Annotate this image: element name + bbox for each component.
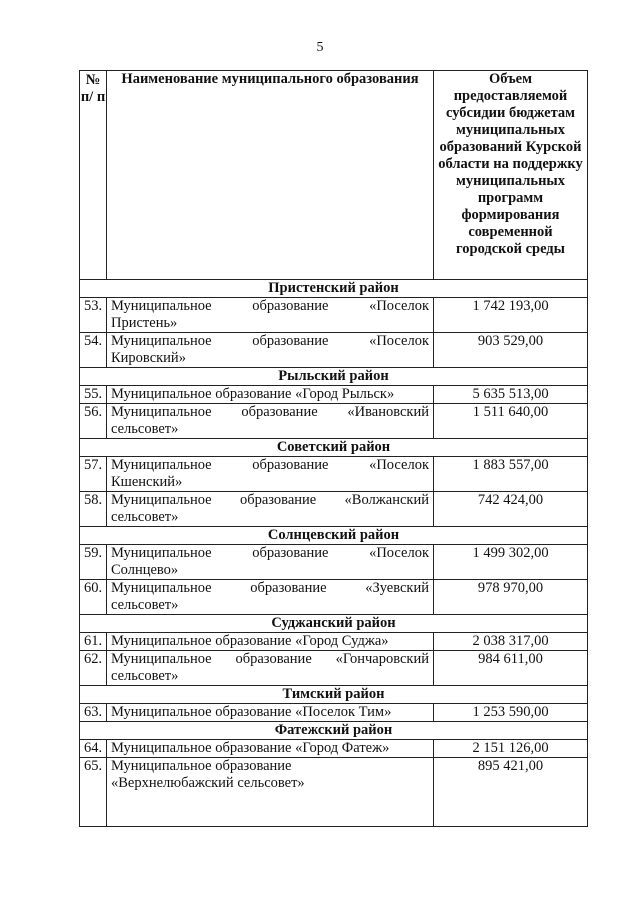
- table-row: [80, 298, 588, 333]
- row-number: 54.: [80, 333, 107, 368]
- table-body: [80, 280, 588, 827]
- municipality-name-line2: сельсовет»: [111, 668, 179, 684]
- municipality-name: [107, 758, 434, 827]
- row-number: 55.: [80, 386, 107, 404]
- table-row: [80, 386, 588, 404]
- subsidy-amount: 742 424,00: [434, 492, 588, 527]
- municipality-name: [107, 580, 434, 615]
- row-number: 57.: [80, 457, 107, 492]
- municipality-name-line2: сельсовет»: [111, 509, 179, 525]
- municipality-name: [107, 298, 434, 333]
- municipality-name: [107, 457, 434, 492]
- municipality-name-line1: Муниципальное образование «Поселок: [111, 545, 429, 561]
- municipality-name-line1: Муниципальное образование «Поселок: [111, 298, 429, 314]
- row-number: 53.: [80, 298, 107, 333]
- row-number: 62.: [80, 651, 107, 686]
- subsidy-amount: 2 151 126,00: [434, 740, 588, 758]
- subsidy-amount: 1 742 193,00: [434, 298, 588, 333]
- municipality-name-line2: Кшенский»: [111, 474, 183, 490]
- subsidy-table: [79, 70, 588, 827]
- municipality-name-line1: Муниципальное образование «Гончаровский: [111, 651, 429, 667]
- municipality-name-line1: Муниципальное образование «Город Суджа»: [111, 633, 389, 649]
- municipality-name: [107, 633, 434, 651]
- municipality-name-line2: Кировский»: [111, 350, 186, 366]
- municipality-name-line2: сельсовет»: [111, 421, 179, 437]
- subsidy-amount: 978 970,00: [434, 580, 588, 615]
- municipality-name: [107, 492, 434, 527]
- municipality-name: [107, 545, 434, 580]
- district-row: [80, 439, 588, 457]
- table-header-row: [80, 71, 588, 280]
- page-number: 5: [316, 40, 324, 55]
- municipality-name-line1: Муниципальное образование «Поселок Тим»: [111, 704, 392, 720]
- row-number: 65.: [80, 758, 107, 827]
- municipality-name-line1: Муниципальное образование «Поселок: [111, 457, 429, 473]
- table-row: [80, 633, 588, 651]
- district-title: Рыльский район: [80, 368, 588, 386]
- district-title: Фатежский район: [80, 722, 588, 740]
- column-header-number: № п/ п: [80, 71, 107, 280]
- subsidy-amount: 2 038 317,00: [434, 633, 588, 651]
- municipality-name: [107, 704, 434, 722]
- table-row: [80, 404, 588, 439]
- municipality-name: [107, 740, 434, 758]
- district-row: [80, 527, 588, 545]
- subsidy-amount: 895 421,00: [434, 758, 588, 827]
- municipality-name: [107, 333, 434, 368]
- table-row: [80, 758, 588, 827]
- district-row: [80, 686, 588, 704]
- table-row: [80, 651, 588, 686]
- municipality-name-line1: Муниципальное образование «Город Фатеж»: [111, 740, 390, 756]
- table-row: [80, 457, 588, 492]
- municipality-name-line2: «Верхнелюбажский сельсовет»: [111, 775, 305, 791]
- municipality-name-line1: Муниципальное образование: [111, 758, 292, 774]
- table-row: [80, 580, 588, 615]
- municipality-name: [107, 386, 434, 404]
- municipality-name-line2: Пристень»: [111, 315, 178, 331]
- district-row: [80, 368, 588, 386]
- table-row: [80, 333, 588, 368]
- row-number: 60.: [80, 580, 107, 615]
- municipality-name-line2: Солнцево»: [111, 562, 179, 578]
- subsidy-amount: 903 529,00: [434, 333, 588, 368]
- municipality-name-line1: Муниципальное образование «Зуевский: [111, 580, 429, 596]
- municipality-name-line1: Муниципальное образование «Волжанский: [111, 492, 429, 508]
- district-title: Солнцевский район: [80, 527, 588, 545]
- row-number: 56.: [80, 404, 107, 439]
- municipality-name-line1: Муниципальное образование «Город Рыльск»: [111, 386, 395, 402]
- subsidy-amount: 1 511 640,00: [434, 404, 588, 439]
- district-title: Суджанский район: [80, 615, 588, 633]
- column-header-amount: Объем предоставляемой субсидии бюджетам муниципальных образований Курской области на поддержку муниципальных программ формирования современной городской среды: [434, 71, 588, 280]
- subsidy-amount: 1 499 302,00: [434, 545, 588, 580]
- table-row: [80, 492, 588, 527]
- municipality-name-line2: сельсовет»: [111, 597, 179, 613]
- municipality-name-line1: Муниципальное образование «Ивановский: [111, 404, 429, 420]
- table-row: [80, 545, 588, 580]
- row-number: 59.: [80, 545, 107, 580]
- district-row: [80, 615, 588, 633]
- subsidy-amount: 984 611,00: [434, 651, 588, 686]
- table-row: [80, 704, 588, 722]
- municipality-name: [107, 651, 434, 686]
- district-title: Тимский район: [80, 686, 588, 704]
- subsidy-amount: 1 253 590,00: [434, 704, 588, 722]
- district-title: Советский район: [80, 439, 588, 457]
- district-row: [80, 280, 588, 298]
- row-number: 63.: [80, 704, 107, 722]
- row-number: 64.: [80, 740, 107, 758]
- table-row: [80, 740, 588, 758]
- row-number: 61.: [80, 633, 107, 651]
- municipality-name-line1: Муниципальное образование «Поселок: [111, 333, 429, 349]
- district-title: Пристенский район: [80, 280, 588, 298]
- column-header-name: Наименование муниципального образования: [107, 71, 434, 280]
- subsidy-amount: 1 883 557,00: [434, 457, 588, 492]
- row-number: 58.: [80, 492, 107, 527]
- subsidy-amount: 5 635 513,00: [434, 386, 588, 404]
- district-row: [80, 722, 588, 740]
- municipality-name: [107, 404, 434, 439]
